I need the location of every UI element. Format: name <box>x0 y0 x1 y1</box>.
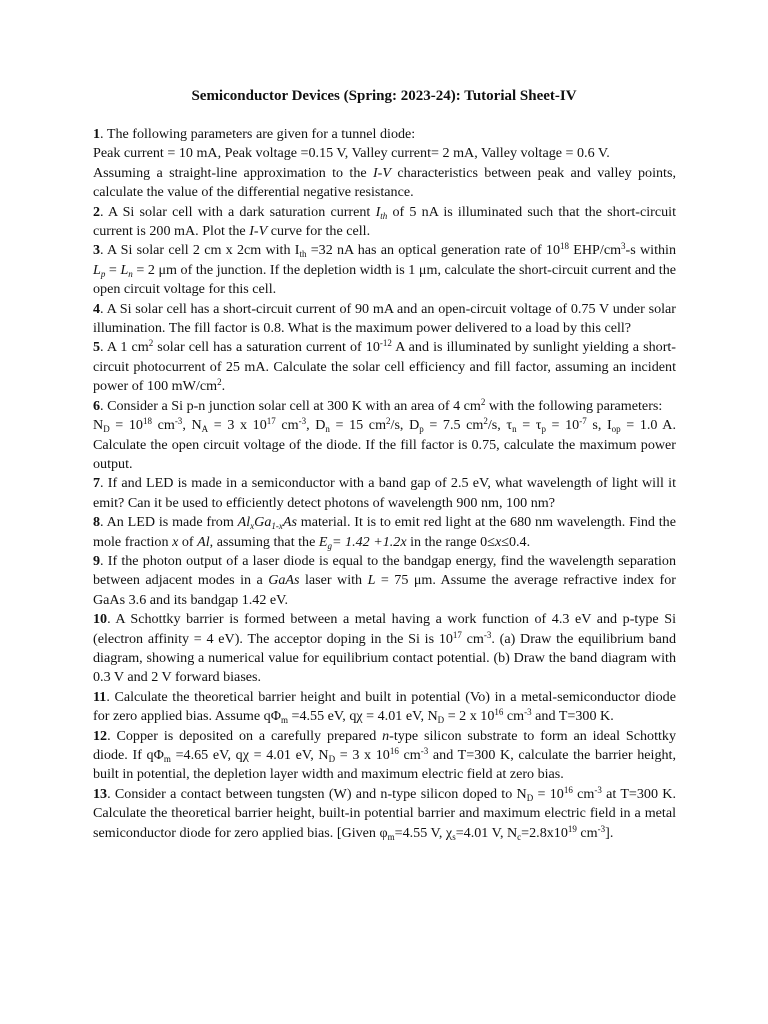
question-number: 1 <box>93 126 101 142</box>
question-8: 8. An LED is made from $Al_xGa_{1-x}As$ material. It is to emit red light at the 680 nm wavelength. Find the mole fraction x of Al, assuming that the $E_g= 1.42 +1.2x$ in the range 0≤x≤0.4. <box>93 514 676 551</box>
question-number: 2 <box>93 203 101 220</box>
question-number: 13 <box>93 785 108 802</box>
question-11: 11. Calculate the theoretical barrier height and built in potential (Vo) in a metal-semiconductor diode for zero applied bias. Assume $q\Phi_m =4.55$ eV, qχ = 4.01 eV, $N_D = 2$ x $10^{16}$ $cm^{-3}$ and T=300 K. <box>93 688 676 726</box>
question-2: 2. A Si solar cell with a dark saturation current $I_{th}$ of 5 nA is illuminated such that the short-circuit current is 200 mA. Plot the I-V curve for the cell. <box>93 203 676 240</box>
question-number: 8 <box>93 514 101 531</box>
question-number: 5 <box>93 339 101 356</box>
question-5: 5. A 1 $cm^2$ solar cell has a saturation current of $10^{-12}$ A and is illuminated by sunlight yielding a short-circuit photocurrent of 25 mA. Calculate the solar cell efficiency and fill factor, assuming an incident power of 100 $mW/cm^2$. <box>93 338 676 395</box>
question-number: 12 <box>93 727 108 744</box>
question-number: 9 <box>93 552 101 569</box>
question-number: 10 <box>93 611 108 628</box>
question-number: 11 <box>93 688 107 705</box>
question-number: 3 <box>93 242 101 259</box>
question-7: 7. If and LED is made in a semiconductor with a band gap of 2.5 eV, what wavelength of light will it emit? Can it be used to efficiently detect photons of wavelength 900 nm, 100 nm? <box>93 475 676 511</box>
tutorial-body <box>93 125 676 843</box>
question-3: 3. A Si solar cell 2 cm x 2cm with $I_{th} =32$ nA has an optical generation rate of $10^{18}$ EHP/$cm^3-s$ within $L_p = L_n = 2$ μm of the junction. If the depletion width is 1 μm, calculate the short-circuit current and the open circuit voltage for this cell. <box>93 241 677 298</box>
question-number: 4 <box>93 300 101 317</box>
question-number: 6 <box>93 397 101 414</box>
question-13: 13. Consider a contact between tungsten (W) and n-type silicon doped to $N_D = 10^{16}$ $cm^{-3}$ at T=300 K. Calculate the theoretical barrier height, built-in potential barrier and maximum electric field in a metal semiconductor diode for zero applied bias. [Given $\varphi_m=4.55$ V, $\chi_s=4.01$ V, $N_c=2.8x10^{19}$ $cm^{-3}$]. <box>93 784 676 842</box>
question-12: 12. Copper is deposited on a carefully prepared n-type silicon substrate to form an ideal Schottky diode. If $q\Phi_m =4.65$ eV, qχ = 4.01 eV, $N_D = 3$ x $10^{16}$ $cm^{-3}$ and T=300 K, calculate the barrier height, built in potential, the depletion layer width and maximum electric field at zero bias. <box>93 727 676 783</box>
question-6: 6. Consider a Si p-n junction solar cell at 300 K with an area of 4 $cm^2$ with the following parameters: $N_D = 10^{18}$ $cm^{-3}$, $N_A = 3$ x $10^{17}$ $cm^{-3}$, $D_n = 15$ $cm^2/s$, $D_p = 7.5$ $cm^2/s$, $\tau_n = \tau_p = 10^{-7}$ s, $I_{op} = 1.0$ A. Calculate the open circuit voltage of the diode. If the fill factor is 0.75, calculate the maximum power output. <box>93 396 676 472</box>
page-title: Semiconductor Devices (Spring: 2023-24): Tutorial Sheet-IV <box>191 88 577 104</box>
question-1: 1. The following parameters are given for a tunnel diode: Peak current = 10 mA, Peak voltage =0.15 V, Valley current= 2 mA, Valley voltage = 0.6 V. Assuming a straight-line approximation to the I-V characteristics between peak and valley points, calculate the value of the differential negative resistance. <box>93 126 676 201</box>
question-10: 10. A Schottky barrier is formed between a metal having a work function of 4.3 eV and p-type Si (electron affinity = 4 eV). The acceptor doping in the Si is $10^{17}$ $cm^{-3}$. (a) Draw the equilibrium band diagram, showing a numerical value for equilibrium contact potential. (b) Draw the band diagram with 0.3 V and 2 V forward biases. <box>93 611 676 686</box>
question-9: 9. If the photon output of a laser diode is equal to the bandgap energy, find the wavelength separation between adjacent modes in a GaAs laser with L = 75 μm. Assume the average refractive index for GaAs 3.6 and its bandgap 1.42 eV. <box>93 552 676 608</box>
question-4: 4. A Si solar cell has a short-circuit current of 90 mA and an open-circuit voltage of 0.75 V under solar illumination. The fill factor is 0.8. What is the maximum power delivered to a load by this cell? <box>93 300 676 337</box>
question-number: 7 <box>93 475 101 492</box>
